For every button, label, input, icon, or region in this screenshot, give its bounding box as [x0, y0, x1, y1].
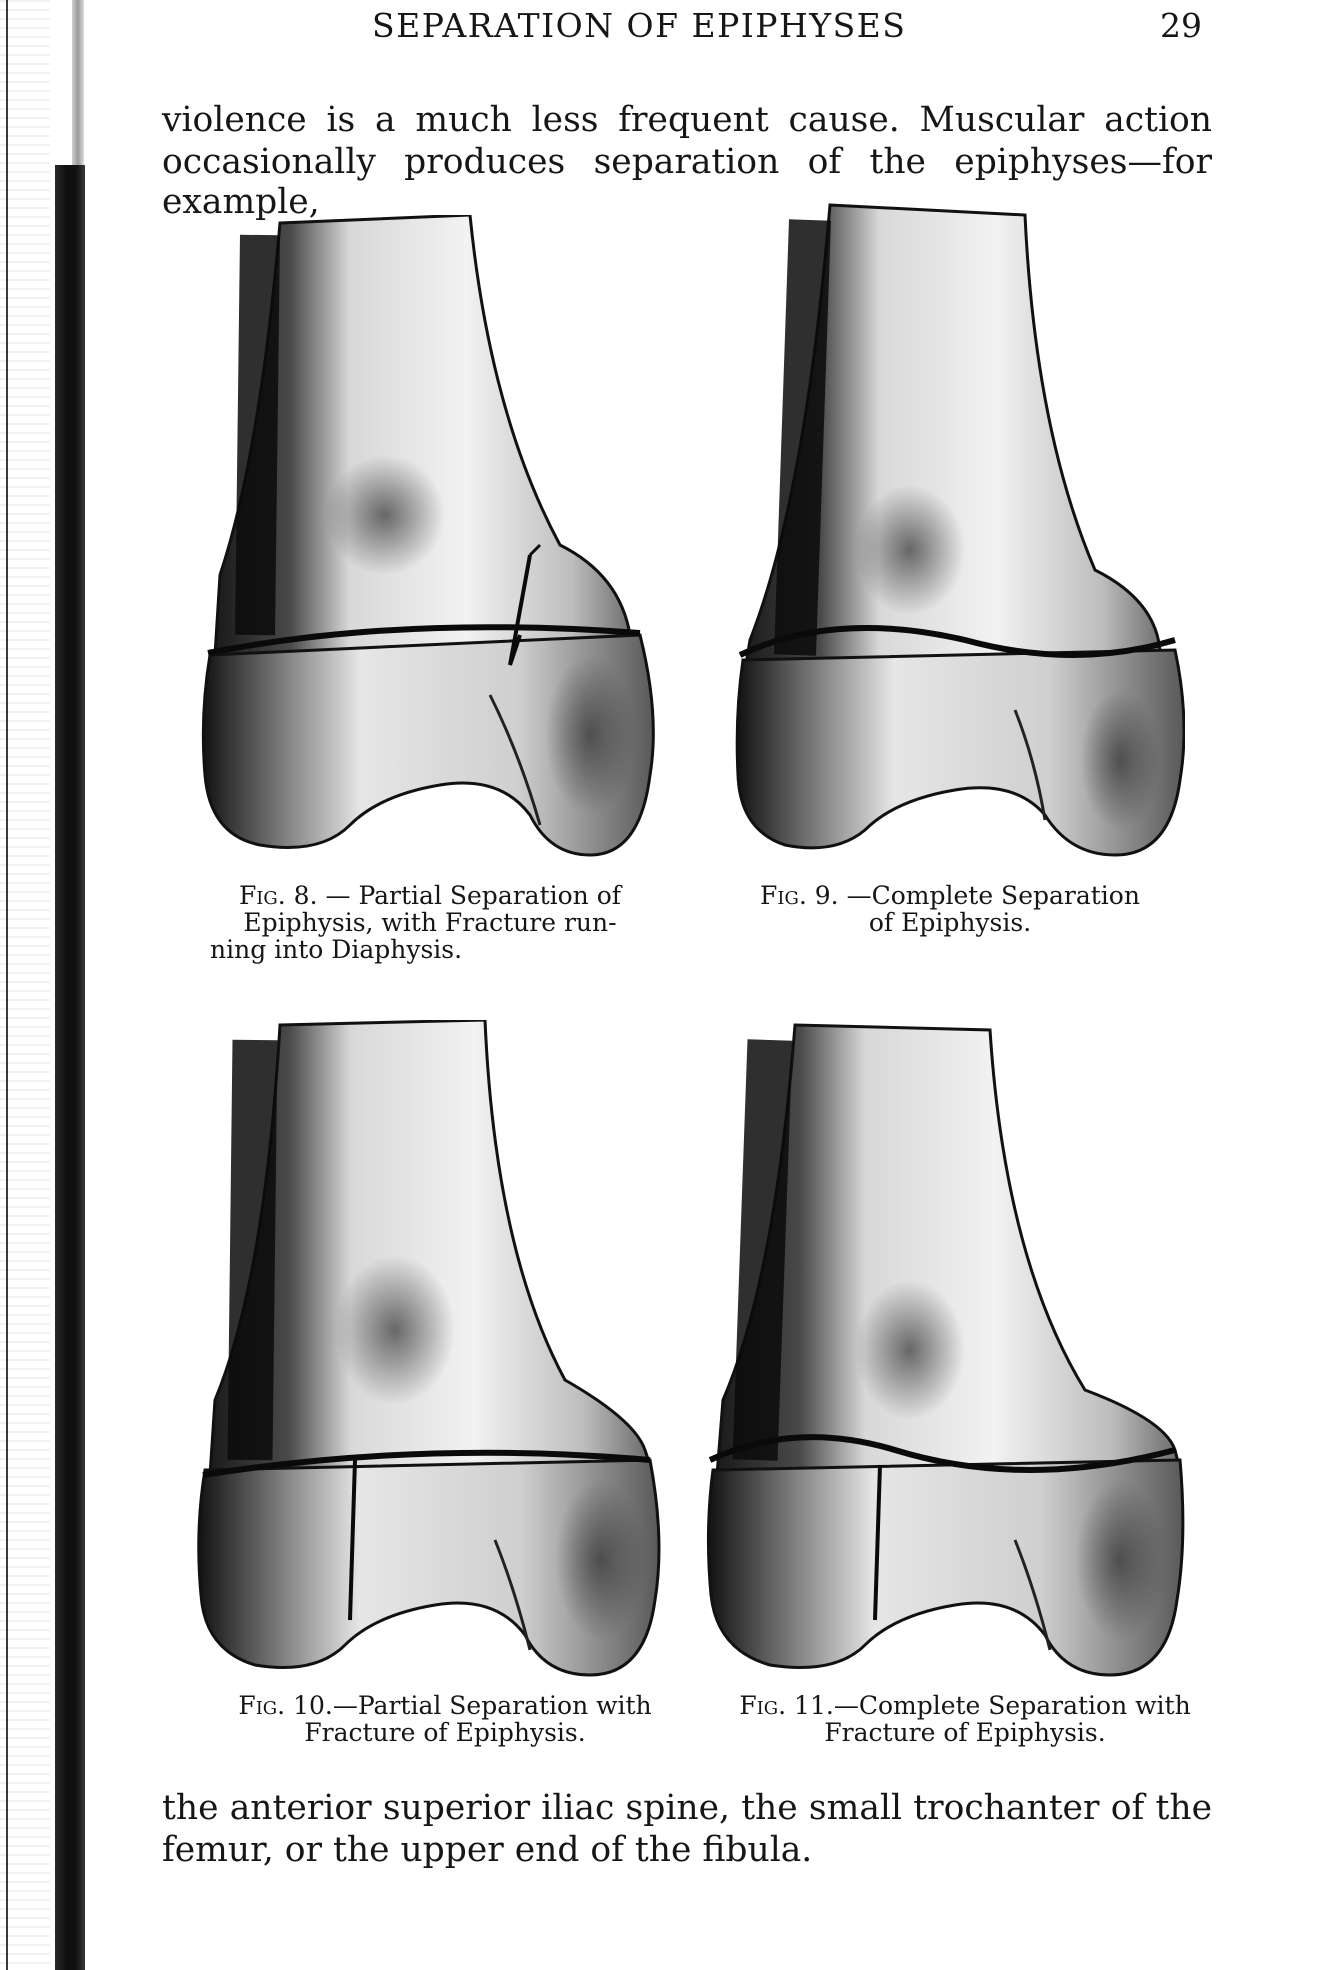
figure-11-label: Fig. 11. — [739, 1691, 834, 1720]
binding-shadow — [55, 165, 85, 1970]
figure-11-caption-line-1: —Complete Separation with — [833, 1691, 1191, 1720]
figure-9-caption-line-2: of Epiphysis. — [868, 908, 1032, 937]
figure-9-illustration — [735, 200, 1185, 865]
figure-10-caption-line-2: Fracture of Epiphysis. — [304, 1718, 586, 1747]
figure-8-illustration — [200, 215, 660, 865]
figure-8-caption-line-2: Epiphysis, with Fracture run- — [243, 908, 617, 937]
figure-11-caption-line-2: Fracture of Epiphysis. — [824, 1718, 1106, 1747]
figure-8-caption-line-1: — Partial Separation of — [325, 881, 622, 910]
figure-10-caption — [210, 1692, 680, 1746]
body-text-bottom-line-2: femur, or the upper end of the fibula. — [162, 1830, 813, 1870]
body-text-top-line-2: occasionally produces separation of the epiphyses—for example, — [162, 142, 1212, 222]
figure-8-caption-line-3: ning into Diaphysis. — [210, 935, 463, 964]
figure-10-caption-line-1: —Partial Separation with — [332, 1691, 652, 1720]
body-text-bottom-line-1: the anterior superior iliac spine, the small trochanter of the — [162, 1788, 1212, 1828]
figure-11-caption — [715, 1692, 1215, 1746]
figure-11-illustration — [705, 1020, 1185, 1680]
body-text-top-line-1: violence is a much less frequent cause. Muscular action — [162, 100, 1212, 140]
figure-10-label: Fig. 10. — [238, 1691, 333, 1720]
figure-8-label: Fig. 8. — [238, 881, 318, 910]
figure-8-caption — [195, 882, 665, 963]
binding-shadow-top — [72, 0, 84, 170]
figure-9-caption — [745, 882, 1155, 936]
figure-10-illustration — [195, 1020, 665, 1680]
page-number: 29 — [1160, 6, 1202, 45]
page-edge-texture — [0, 0, 50, 1970]
running-head: SEPARATION OF EPIPHYSES — [372, 6, 907, 45]
figure-9-caption-line-1: —Complete Separation — [846, 881, 1140, 910]
figure-9-label: Fig. 9. — [760, 881, 839, 910]
